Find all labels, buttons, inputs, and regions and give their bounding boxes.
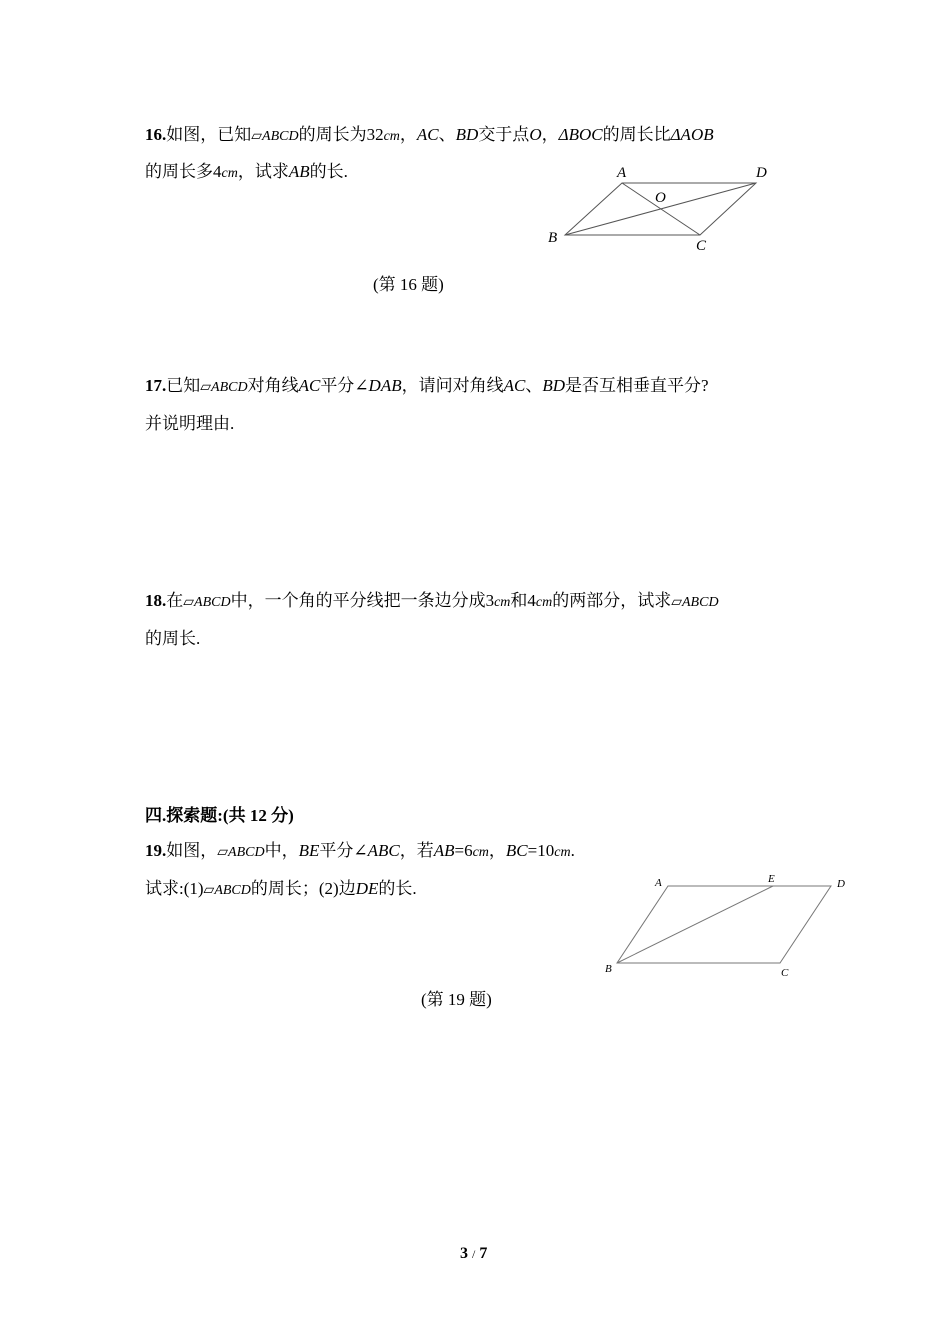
q17-sep: 、 xyxy=(525,376,543,395)
page-total: 7 xyxy=(479,1245,488,1262)
q19-text: 平分 xyxy=(319,841,354,860)
q19-label-a: A xyxy=(655,877,662,889)
q18-parallelogram: ▱ABCD xyxy=(671,595,719,610)
q17-angle-dab: ∠DAB xyxy=(354,376,402,395)
q16-parallelogram: ▱ABCD xyxy=(251,129,299,144)
q16-bd: BD xyxy=(455,125,479,144)
q18-parallelogram: ▱ABCD xyxy=(183,595,231,610)
q16-text: 的周长比 xyxy=(602,125,671,144)
q19-be: BE xyxy=(298,841,320,860)
q16-caption: (第 16 题) xyxy=(373,275,444,294)
q16-label-b: B xyxy=(548,230,558,246)
q16-text: ， xyxy=(399,125,417,144)
q17-text: 对角线 xyxy=(247,376,299,395)
q19-parallelogram-shape xyxy=(617,886,831,963)
q19-text: 中， xyxy=(264,841,299,860)
q18-unit: cm xyxy=(535,595,553,610)
q16-text: 的周长多 xyxy=(145,162,213,181)
q16-unit: cm xyxy=(221,166,238,181)
q19-text: 的周长；(2)边 xyxy=(250,879,356,898)
page-current: 3 xyxy=(460,1245,468,1262)
q19-label-b: B xyxy=(605,963,612,975)
section4-title: 四.探索题:(共 12 分) xyxy=(145,806,294,825)
q17-text: 是否互相垂直平分? xyxy=(565,376,709,395)
page-separator: / xyxy=(472,1247,476,1261)
q18-line2: 的周长. xyxy=(145,629,201,648)
q18-line1 xyxy=(145,590,719,614)
q19-text: 的长. xyxy=(378,879,417,898)
q19-bc: BC xyxy=(505,841,528,860)
q17-line2: 并说明理由. xyxy=(145,414,235,433)
q17-number: 17. xyxy=(145,376,167,395)
q18-unit: cm xyxy=(494,595,511,610)
q16-line2 xyxy=(145,161,348,185)
q18-text: 的两部分，试求 xyxy=(552,591,672,610)
q16-ac: AC xyxy=(416,125,439,144)
q19-number: 19. xyxy=(145,841,167,860)
q19-caption: (第 19 题) xyxy=(421,990,492,1009)
q19-angle-abc: ∠ABC xyxy=(353,841,400,860)
q17-parallelogram: ▱ABCD xyxy=(200,380,248,395)
q19-text: 试求:(1) xyxy=(145,879,204,898)
q16-text: 如图，已知 xyxy=(166,125,252,144)
q19-text: ， xyxy=(488,841,506,860)
q19-text: ，若 xyxy=(399,841,434,860)
q19-line2 xyxy=(145,878,417,902)
q18-value-4: 4 xyxy=(527,591,536,610)
q17-bd: BD xyxy=(542,376,566,395)
q17-text: 已知 xyxy=(166,376,201,395)
q18-text: 和 xyxy=(510,591,528,610)
q16-label-d: D xyxy=(756,165,767,181)
q19-bc-value: =10 xyxy=(527,841,555,860)
q19-parallelogram: ▱ABCD xyxy=(203,883,251,898)
q16-number: 16. xyxy=(145,125,167,144)
q18-number: 18. xyxy=(145,591,167,610)
page-number xyxy=(460,1245,487,1263)
q19-bisector-be xyxy=(617,886,773,963)
q16-figure xyxy=(540,158,780,258)
q16-unit: cm xyxy=(383,129,400,144)
q19-parallelogram: ▱ABCD xyxy=(217,845,265,860)
q19-text: 如图， xyxy=(166,841,218,860)
q16-label-a: A xyxy=(617,165,627,181)
q16-perimeter-value: 32 xyxy=(366,125,384,144)
q16-text: 交于点 xyxy=(478,125,530,144)
q19-unit: cm xyxy=(472,845,489,860)
q16-triangle-boc: ΔBOC xyxy=(558,125,603,144)
q16-text: 的周长为 xyxy=(298,125,367,144)
q18-value-3: 3 xyxy=(485,591,495,610)
q16-diff-value: 4 xyxy=(213,162,222,181)
q19-unit: cm xyxy=(554,845,571,860)
q19-text: . xyxy=(570,841,575,860)
q19-ab: AB xyxy=(433,841,455,860)
q16-text: 的长. xyxy=(309,162,348,181)
q17-text: ，请问对角线 xyxy=(401,376,504,395)
q17-line1 xyxy=(145,375,709,399)
q16-comma: ， xyxy=(541,125,559,144)
q16-triangle-aob: ΔAOB xyxy=(670,125,714,144)
q19-label-e: E xyxy=(768,873,775,885)
q19-de: DE xyxy=(355,879,379,898)
q17-ac: AC xyxy=(503,376,526,395)
q16-label-c: C xyxy=(696,238,707,254)
q19-ab-value: =6 xyxy=(454,841,473,860)
q17-ac: AC xyxy=(298,376,321,395)
q19-figure xyxy=(595,868,855,983)
q16-sep: 、 xyxy=(438,125,456,144)
q17-text: 平分 xyxy=(320,376,355,395)
q18-text: 在 xyxy=(166,591,184,610)
q18-text: 中，一个角的平分线把一条边分成 xyxy=(230,591,486,610)
q19-label-d: D xyxy=(837,878,845,890)
q16-point-o: O xyxy=(529,125,542,144)
q19-line1 xyxy=(145,840,575,864)
q16-ab: AB xyxy=(288,162,310,181)
q16-line1 xyxy=(145,124,714,148)
q16-text: ，试求 xyxy=(237,162,289,181)
q19-label-c: C xyxy=(781,967,789,979)
q16-label-o: O xyxy=(655,190,666,206)
